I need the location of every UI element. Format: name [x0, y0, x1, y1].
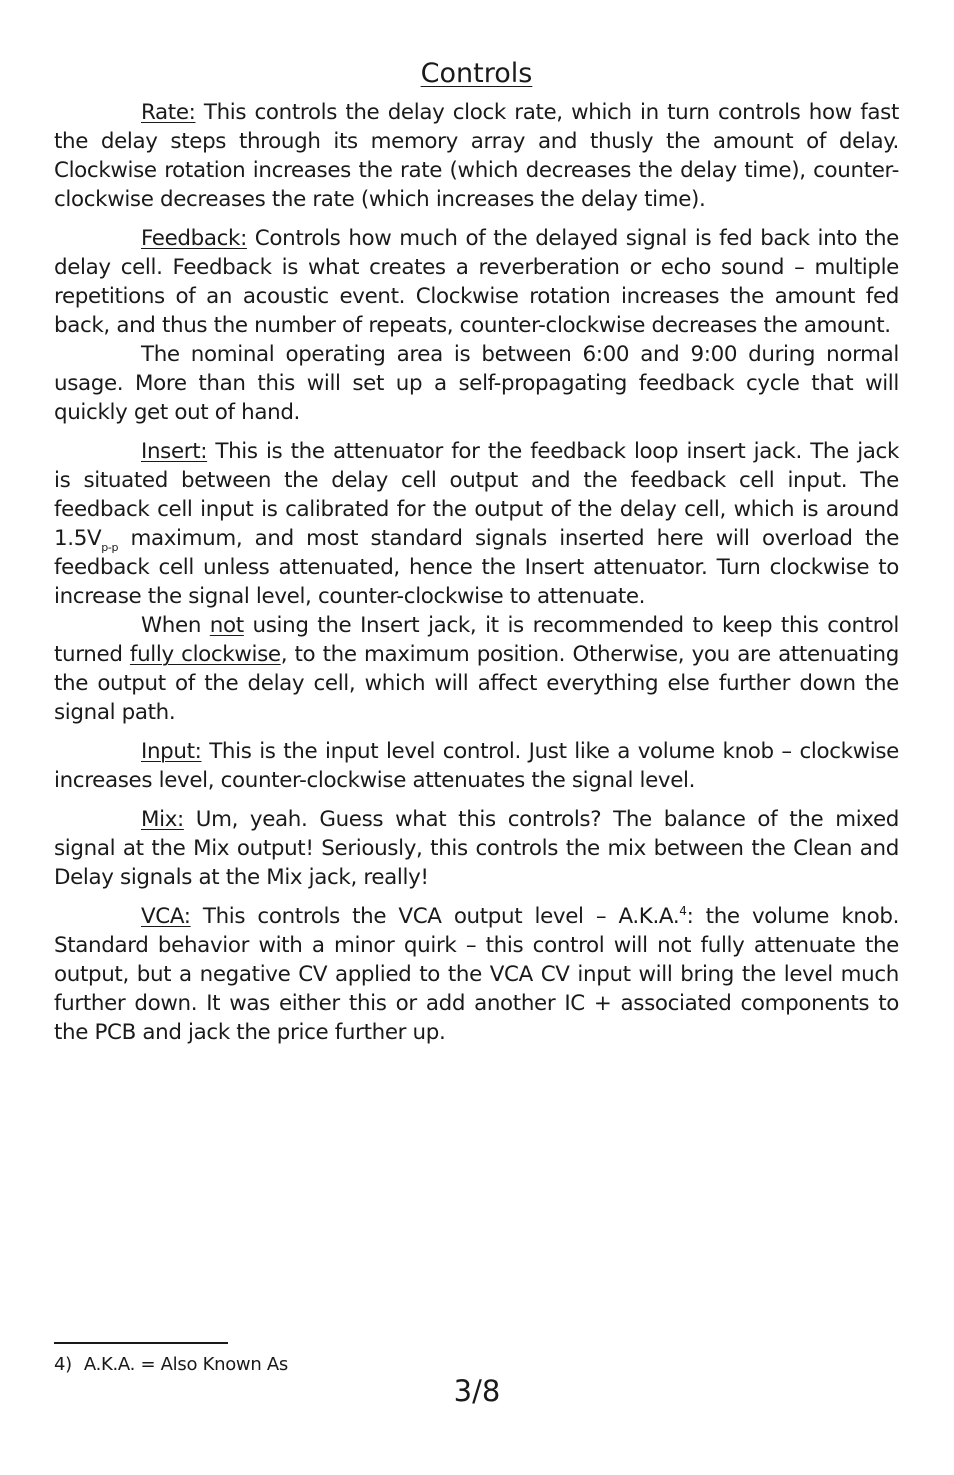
footnote-marker: 4	[679, 904, 687, 918]
vca-text-b: : the volume knob. Standard behavior with a minor quirk – this control will not fully attenuate the output, but a negative CV applied to the VCA CV input will bring the level much further down. It was either this or add another IC + associated components to the PCB and jack the price further up.	[54, 904, 900, 1045]
vca-text-a: This controls the VCA output level – A.K.A.	[190, 904, 680, 929]
rate-paragraph	[54, 98, 899, 214]
input-text: This is the input level control. Just like a volume knob – clockwise increases level, counter-clockwise attenuates the signal level.	[54, 739, 899, 793]
insert-p2-c: , to the maximum position. Otherwise, you are attenuating the output of the delay cell, which will affect everything else further down the signal path.	[54, 642, 899, 725]
feedback-text: Controls how much of the delayed signal is fed back into the delay cell. Feedback is what creates a reverberation or echo sound – multiple repetitions of an acoustic event. Clockwise rotation increases the amount fed back, and thus the number of repeats, counter-clockwise decreases the amount.	[54, 226, 899, 338]
feedback-paragraph-2: The nominal operating area is between 6:00 and 9:00 during normal usage. More than this will set up a self-propagating feedback cycle that will quickly get out of hand.	[54, 342, 899, 425]
footnote-number: 4)	[54, 1354, 72, 1375]
page-content	[54, 56, 899, 1047]
mix-paragraph	[54, 805, 899, 892]
footnote-text: A.K.A. = Also Known As	[83, 1354, 288, 1375]
rate-label: Rate:	[141, 100, 196, 125]
insert-text-a: This is the attenuator for the feedback loop insert jack. The jack is situated between the delay cell output and the feedback cell input. The feedback cell input is calibrated for the output of the delay cell, which is around 1.5V	[54, 439, 899, 551]
page-number: 3/8	[453, 1374, 501, 1408]
vca-label: VCA:	[141, 904, 191, 929]
footnote-rule	[54, 1342, 228, 1344]
input-label: Input:	[141, 739, 202, 764]
insert-label: Insert:	[141, 439, 208, 464]
insert-p2-b: using the Insert jack, it is recommended to keep this control turned	[54, 613, 899, 667]
insert-p2-a: When	[141, 613, 210, 638]
insert-subscript: p-p	[101, 541, 119, 554]
insert-paragraph-2	[54, 611, 899, 727]
feedback-paragraph	[54, 224, 899, 340]
insert-p2-fully: fully clockwise	[129, 642, 281, 667]
mix-text: Um, yeah. Guess what this controls? The balance of the mixed signal at the Mix output! Seriously, this controls the mix between the Clean and Delay signals at the Mix jack, really!	[54, 807, 899, 890]
page-title: Controls	[420, 58, 533, 89]
input-paragraph	[54, 737, 899, 795]
insert-paragraph	[54, 437, 899, 611]
insert-text-b: maximum, and most standard signals inserted here will overload the feedback cell unless attenuated, hence the Insert attenuator. Turn clockwise to increase the signal level, counter-clockwise to attenuate.	[54, 526, 899, 609]
mix-label: Mix:	[141, 807, 184, 832]
feedback-label: Feedback:	[141, 226, 247, 251]
rate-text: This controls the delay clock rate, which in turn controls how fast the delay steps through its memory array and thusly the amount of delay. Clockwise rotation increases the rate (which decreases the delay time), counter-clockwise decreases the rate (which increases the delay time).	[54, 100, 899, 212]
vca-paragraph	[54, 902, 899, 1047]
insert-p2-not: not	[209, 613, 244, 638]
